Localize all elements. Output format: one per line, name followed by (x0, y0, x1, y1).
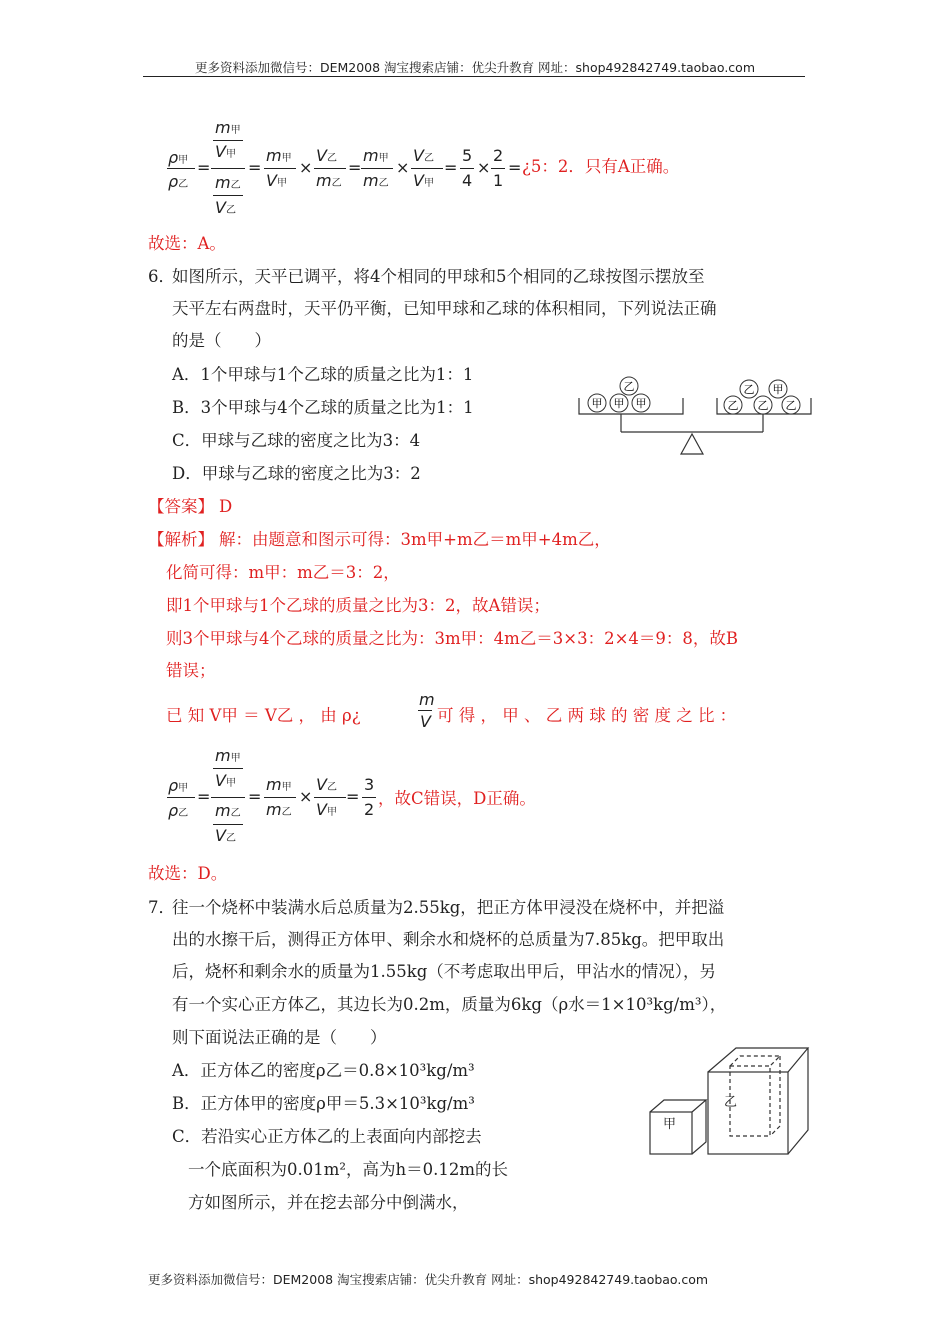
cube-jia-label: 甲 (663, 1117, 677, 1132)
q7-option-c-1: C．若沿实心正方体乙的上表面向内部挖去 (172, 1127, 482, 1146)
q6-stem-1: 如图所示，天平已调平，将4个相同的甲球和5个相同的乙球按图示摆放至 (172, 267, 705, 286)
q6-option-c: C．甲球与乙球的密度之比为3：4 (172, 431, 421, 450)
q6-stem-2: 天平左右两盘时，天平仍平衡，已知甲球和乙球的体积相同，下列说法正确 (172, 299, 717, 318)
q7-option-c-2: 一个底面积为0.01m²，高为h＝0.12m的长 (188, 1160, 509, 1179)
left-ball-3: 甲 (635, 397, 647, 410)
left-ball-2: 甲 (613, 397, 625, 410)
q6-option-b: B．3个甲球与4个乙球的质量之比为1：1 (172, 398, 474, 417)
q6-analysis-2: 化简可得：m甲：m乙＝3：2， (166, 563, 400, 582)
q5-choose: 故选：A。 (148, 234, 226, 253)
q6-number: 6． (148, 267, 175, 286)
q6-option-d: D．甲球与乙球的密度之比为3：2 (172, 464, 421, 483)
q6-analysis-5: 错误； (166, 661, 216, 680)
balance-figure (575, 372, 815, 460)
right-ball-5: 甲 (772, 383, 784, 396)
q7-stem-3: 后，烧杯和剩余水的质量为1.55kg（不考虑取出甲后，甲沾水的情况），另 (172, 962, 717, 981)
q6-analysis-6b: 可 得 ， 甲 、 乙 两 球 的 密 度 之 比 ： (437, 706, 737, 725)
q6-stem-3: 的是（ ） (172, 331, 271, 350)
cube-yi-label: 乙 (724, 1095, 738, 1110)
q6-choose: 故选：D。 (148, 864, 228, 883)
cubes-figure (640, 1040, 815, 1160)
right-ball-3: 乙 (785, 399, 797, 412)
q7-option-b: B．正方体甲的密度ρ甲＝5.3×10³kg/m³ (172, 1094, 475, 1113)
header-rule (143, 76, 805, 77)
q6-answer: D (219, 497, 233, 516)
q6-formula-tail: ，故C错误，D正确。 (378, 789, 536, 808)
q6-analysis-6a: 已 知 V甲 ＝ V乙 ， 由 ρ¿ (166, 706, 361, 725)
q7-stem-5: 则下面说法正确的是（ ） (172, 1028, 387, 1047)
left-ball-4: 乙 (623, 380, 635, 393)
q6-analysis-label: 【解析】 (148, 530, 214, 549)
q6-analysis-4: 则3个甲球与4个乙球的质量之比为：3m甲：4m乙＝3×3：2×4＝9：8，故B (166, 629, 739, 648)
q7-stem-1: 往一个烧杯中装满水后总质量为2.55kg，把正方体甲浸没在烧杯中，并把溢 (172, 898, 725, 917)
q7-stem-4: 有一个实心正方体乙，其边长为0.2m，质量为6kg（ρ水＝1×10³kg/m³）， (172, 995, 727, 1014)
q7-option-a: A．正方体乙的密度ρ乙＝0.8×10³kg/m³ (172, 1061, 475, 1080)
q6-analysis-1: 解：由题意和图示可得：3m甲+m乙＝m甲+4m乙， (219, 530, 611, 549)
left-ball-1: 甲 (591, 397, 603, 410)
q6-analysis-3: 即1个甲球与1个乙球的质量之比为3：2，故A错误； (166, 596, 550, 615)
right-ball-2: 乙 (757, 399, 769, 412)
page-header: 更多资料添加微信号：DEM2008 淘宝搜索店铺：优尖升教育 网址：shop492842749.taobao.com (194, 60, 756, 75)
q7-number: 7． (148, 898, 175, 917)
q7-option-c-3: 方如图所示，并在挖去部分中倒满水， (188, 1193, 469, 1212)
q6-option-a: A．1个甲球与1个乙球的质量之比为1：1 (172, 365, 474, 384)
right-ball-4: 乙 (743, 383, 755, 396)
q6-answer-label: 【答案】 (148, 497, 214, 516)
page-footer: 更多资料添加微信号：DEM2008 淘宝搜索店铺：优尖升教育 网址：shop492842749.taobao.com (148, 1272, 709, 1287)
q7-stem-2: 出的水擦干后，测得正方体甲、剩余水和烧杯的总质量为7.85kg。把甲取出 (172, 930, 725, 949)
right-ball-1: 乙 (727, 399, 739, 412)
q5-formula-tail: ¿5：2．只有A正确。 (522, 157, 680, 176)
